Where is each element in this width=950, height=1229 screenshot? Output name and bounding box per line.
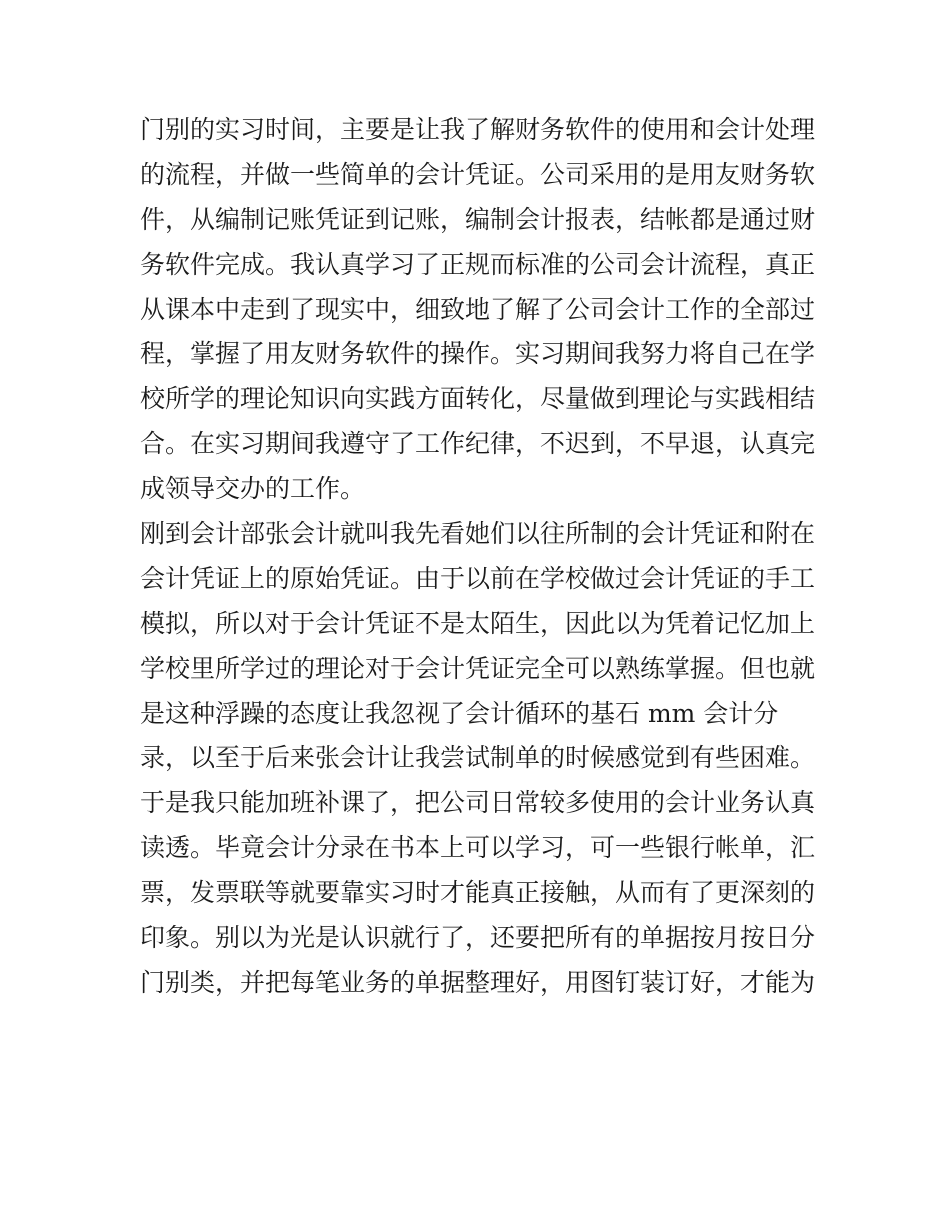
text-line: 从课本中走到了现实中，细致地了解了公司会计工作的全部过 xyxy=(140,294,816,324)
text-line: 读透。毕竟会计分录在书本上可以学习，可一些银行帐单，汇 xyxy=(140,833,816,863)
text-line: 于是我只能加班补课了，把公司日常较多使用的会计业务认真 xyxy=(140,788,816,818)
text-line: 刚到会计部张会计就叫我先看她们以往所制的会计凭证和附在 xyxy=(140,519,816,549)
text-line: 成领导交办的工作。 xyxy=(140,474,366,504)
text-line: 会计凭证上的原始凭证。由于以前在学校做过会计凭证的手工 xyxy=(140,563,816,593)
text-line: 件，从编制记账凭证到记账，编制会计报表，结帐都是通过财 xyxy=(140,204,816,234)
body-text xyxy=(140,108,830,1006)
text-line: 合。在实习期间我遵守了工作纪律，不迟到，不早退，认真完 xyxy=(140,429,816,459)
text-line: 模拟，所以对于会计凭证不是太陌生，因此以为凭着记忆加上 xyxy=(140,608,816,638)
text-line: 的流程，并做一些简单的会计凭证。公司采用的是用友财务软 xyxy=(140,159,816,189)
text-line: 学校里所学过的理论对于会计凭证完全可以熟练掌握。但也就 xyxy=(140,653,816,683)
text-line: 是这种浮躁的态度让我忽视了会计循环的基石 mm 会计分 xyxy=(140,698,779,728)
text-line: 印象。别以为光是认识就行了，还要把所有的单据按月按日分 xyxy=(140,923,816,953)
text-line: 门别的实习时间，主要是让我了解财务软件的使用和会计处理 xyxy=(140,115,816,144)
text-line: 录，以至于后来张会计让我尝试制单的时候感觉到有些困难。 xyxy=(140,743,816,773)
text-line: 票，发票联等就要靠实习时才能真正接触，从而有了更深刻的 xyxy=(140,878,816,908)
text-line: 程，掌握了用友财务软件的操作。实习期间我努力将自己在学 xyxy=(140,339,816,369)
text-line: 务软件完成。我认真学习了正规而标准的公司会计流程，真正 xyxy=(140,249,816,279)
text-line: 门别类，并把每笔业务的单据整理好，用图钉装订好，才能为 xyxy=(140,967,816,997)
text-line: 校所学的理论知识向实践方面转化，尽量做到理论与实践相结 xyxy=(140,384,816,414)
